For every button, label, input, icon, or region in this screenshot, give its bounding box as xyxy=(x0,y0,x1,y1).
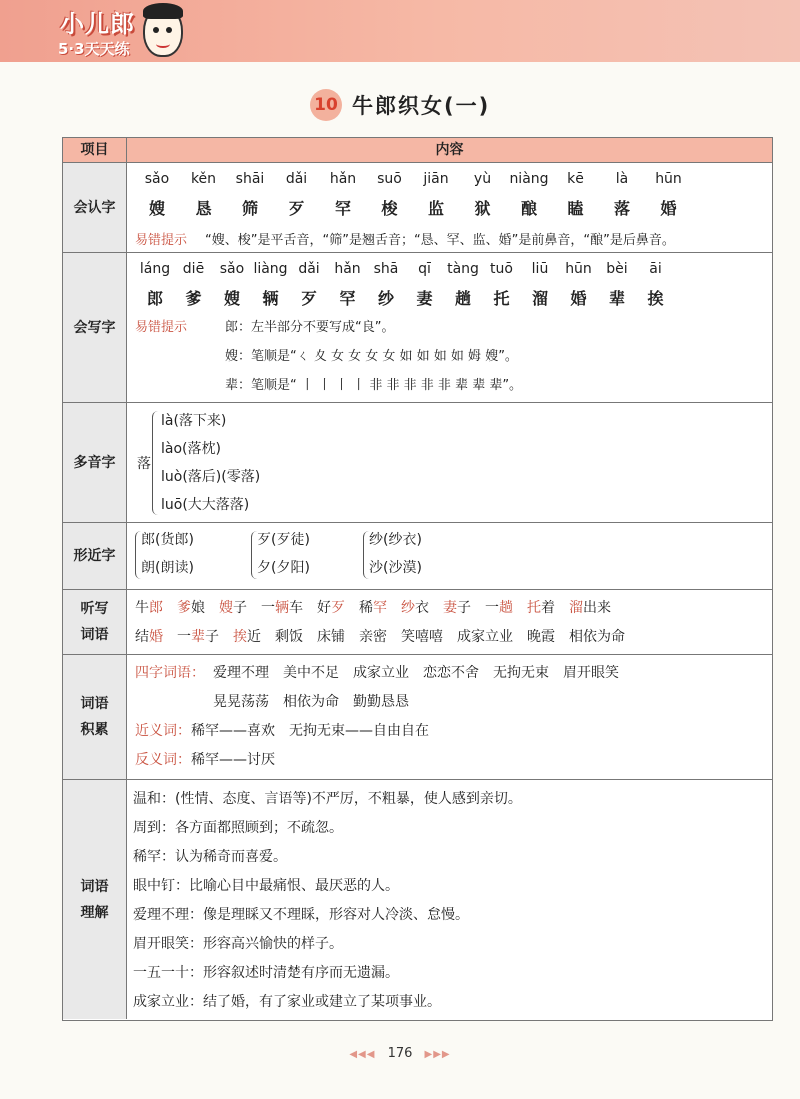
synonym-label: 近义词： xyxy=(135,723,191,739)
dictation-text: 子 xyxy=(457,600,471,616)
dictation-text xyxy=(219,629,233,645)
row-similar xyxy=(63,523,772,590)
pinyin: sǎo xyxy=(219,261,245,277)
character: 筛 xyxy=(241,199,258,218)
character: 恳 xyxy=(195,199,212,218)
definition-line: 一五一十：形容叙述时清楚有序而无遗漏。 xyxy=(133,965,399,981)
definition-line: 爱理不理：像是理睬又不理睬，形容对人冷淡、怠慢。 xyxy=(133,907,469,923)
dictation-text xyxy=(205,600,219,616)
antonym-label: 反义词： xyxy=(135,752,191,768)
similar-word: 朗(朗读) xyxy=(141,560,194,576)
pinyin: là xyxy=(615,171,629,187)
dictation-text xyxy=(387,600,401,616)
lesson-number-badge: 10 xyxy=(310,89,342,121)
character: 婚 xyxy=(660,199,677,218)
definition-line: 周到：各方面都照顾到；不疏忽。 xyxy=(133,820,343,836)
tip-text-3: 辈：笔顺是“ 丨 丨 丨 丨 非 非 非 非 非 辈 辈 辈”。 xyxy=(225,378,523,393)
character: 趟 xyxy=(454,289,471,308)
dictation-text: 一 xyxy=(163,629,191,645)
character: 婚 xyxy=(570,289,587,308)
character: 辈 xyxy=(608,289,625,308)
row-label: 多音字 xyxy=(63,403,127,522)
pinyin: jiān xyxy=(423,171,449,187)
dictation-text: 结 xyxy=(135,629,149,645)
dictation-text xyxy=(429,600,443,616)
dictation-text: 剩饭 床铺 亲密 笑嘻嘻 成家立业 晚霞 相依为命 xyxy=(261,629,625,645)
dictation-text: 近 xyxy=(247,629,261,645)
pinyin: hūn xyxy=(565,261,592,277)
similar-content xyxy=(127,523,772,589)
definition-line: 眼中钉：比喻心目中最痛恨、最厌恶的人。 xyxy=(133,878,399,894)
page-footer xyxy=(0,1046,800,1061)
highlighted-char: 歹 xyxy=(331,600,345,616)
character: 挨 xyxy=(647,289,664,308)
highlighted-char: 妻 xyxy=(443,600,457,616)
dictation-text: 子 xyxy=(205,629,219,645)
next-arrows-icon: ▶▶▶ xyxy=(424,1049,451,1060)
highlighted-char: 趟 xyxy=(499,600,513,616)
tip-text-1: 郎：左半部分不要写成“良”。 xyxy=(225,320,395,335)
character: 托 xyxy=(493,289,510,308)
row-label: 会写字 xyxy=(63,253,127,402)
highlighted-char: 纱 xyxy=(401,600,415,616)
pinyin: dǎi xyxy=(298,261,320,277)
polyphone-item: luō(大大落落) xyxy=(161,497,250,513)
pinyin: bèi xyxy=(606,261,628,277)
character: 辆 xyxy=(262,289,279,308)
character: 歹 xyxy=(288,199,305,218)
dictation-line-1 xyxy=(135,597,611,617)
pinyin: dǎi xyxy=(285,171,308,187)
pinyin: yù xyxy=(473,171,492,187)
dictation-text xyxy=(163,600,177,616)
highlighted-char: 挨 xyxy=(233,629,247,645)
pinyin: láng xyxy=(139,261,171,277)
prev-arrows-icon: ◀◀◀ xyxy=(349,1049,376,1060)
lesson-title: 牛郎织女(一) xyxy=(352,94,491,118)
highlighted-char: 罕 xyxy=(373,600,387,616)
row-recognize xyxy=(63,163,772,253)
lesson-heading xyxy=(310,88,490,122)
row-polyphone xyxy=(63,403,772,523)
row-label: 形近字 xyxy=(63,523,127,589)
four-char-words-1: 爱理不理 美中不足 成家立业 恋恋不舍 无拘无束 眉开眼笑 xyxy=(213,665,619,681)
row-label: 会认字 xyxy=(63,163,127,252)
highlighted-char: 郎 xyxy=(149,600,163,616)
definition-line: 稀罕：认为稀奇而喜爱。 xyxy=(133,849,287,865)
dictation-text: 着 xyxy=(541,600,555,616)
dictation-text: 牛 xyxy=(135,600,149,616)
tip-label: 易错提示 xyxy=(135,233,188,248)
polyphone-item: lào(落枕) xyxy=(161,441,221,457)
dictation-text: 子 xyxy=(233,600,247,616)
pinyin: liū xyxy=(531,261,549,277)
pinyin: āi xyxy=(649,261,662,277)
dictation-text: 稀 xyxy=(345,600,373,616)
row-dictation xyxy=(63,590,772,655)
recognize-content xyxy=(127,163,772,252)
definition-line: 温和：(性情、态度、言语等)不严厉，不粗暴，使人感到亲切。 xyxy=(133,791,522,807)
character: 罕 xyxy=(334,199,351,218)
polyphone-char: 落 xyxy=(137,456,151,472)
dictation-text: 一 xyxy=(471,600,499,616)
character: 罕 xyxy=(339,289,356,308)
highlighted-char: 辆 xyxy=(275,600,289,616)
character: 瞌 xyxy=(567,199,584,218)
table-header xyxy=(63,138,772,163)
character: 狱 xyxy=(474,199,491,218)
tip-text-2: 嫂：笔顺是“ㄑ 夊 女 女 女 女 如 如 如 如 姆 嫂”。 xyxy=(225,349,518,364)
pinyin: kē xyxy=(567,171,584,187)
write-content xyxy=(127,253,772,402)
pinyin: shā xyxy=(373,261,399,277)
highlighted-char: 婚 xyxy=(149,629,163,645)
polyphone-content xyxy=(127,403,772,522)
similar-word: 夕(夕阳) xyxy=(257,560,310,576)
pinyin: diē xyxy=(182,261,205,277)
tip-text: “嫂、梭”是平舌音，“筛”是翘舌音；“恳、罕、监、婚”是前鼻音，“酿”是后鼻音。 xyxy=(205,233,675,248)
row-understand xyxy=(63,780,772,1019)
character: 郎 xyxy=(146,289,163,308)
top-banner xyxy=(0,0,800,62)
highlighted-char: 嫂 xyxy=(219,600,233,616)
pinyin: shāi xyxy=(235,171,265,187)
pinyin: kěn xyxy=(190,171,217,187)
pinyin: sǎo xyxy=(144,171,170,187)
logo-title: 小儿郎 xyxy=(60,10,135,38)
character: 嫂 xyxy=(148,199,165,218)
similar-word: 沙(沙漠) xyxy=(369,560,422,576)
highlighted-char: 辈 xyxy=(191,629,205,645)
pinyin: suō xyxy=(377,171,402,187)
character: 嫂 xyxy=(223,289,240,308)
dictation-line-2 xyxy=(135,626,625,646)
header-item: 项目 xyxy=(63,138,127,162)
four-char-words-2: 晃晃荡荡 相依为命 勤勤恳恳 xyxy=(213,694,409,710)
dictation-text: 衣 xyxy=(415,600,429,616)
definition-line: 眉开眼笑：形容高兴愉快的样子。 xyxy=(133,936,343,952)
similar-word: 纱(纱衣) xyxy=(369,532,422,548)
character: 酿 xyxy=(520,199,537,218)
character: 妻 xyxy=(416,289,433,308)
understand-content xyxy=(127,780,772,1019)
character: 歹 xyxy=(300,289,317,308)
row-write xyxy=(63,253,772,403)
highlighted-char: 溜 xyxy=(569,600,583,616)
dictation-content xyxy=(127,590,772,654)
dictation-text: 好 xyxy=(303,600,331,616)
row-accumulate xyxy=(63,655,772,780)
character: 梭 xyxy=(381,199,398,218)
similar-word: 歹(歹徒) xyxy=(257,532,310,548)
row-label: 词语 积累 xyxy=(63,655,127,779)
dictation-text: 出来 xyxy=(583,600,611,616)
synonym-text: 稀罕——喜欢 无拘无束——自由自在 xyxy=(191,723,429,739)
highlighted-char: 托 xyxy=(527,600,541,616)
row-label: 听写 词语 xyxy=(63,590,127,654)
character: 爹 xyxy=(185,289,202,308)
accumulate-content xyxy=(127,655,772,779)
definition-line: 成家立业：结了婚，有了家业或建立了某项事业。 xyxy=(133,994,441,1010)
polyphone-item: là(落下来) xyxy=(161,413,227,429)
row-label: 词语 理解 xyxy=(63,780,127,1019)
character: 溜 xyxy=(531,289,548,308)
page-number: 176 xyxy=(387,1046,413,1061)
antonym-text: 稀罕——讨厌 xyxy=(191,752,275,768)
similar-word: 郎(货郎) xyxy=(141,532,194,548)
mascot-icon xyxy=(143,5,183,57)
dictation-text: 车 xyxy=(289,600,303,616)
character: 纱 xyxy=(377,289,394,308)
pinyin: hǎn xyxy=(329,171,357,187)
four-char-label: 四字词语： xyxy=(135,665,205,681)
pinyin: tàng xyxy=(447,261,479,277)
polyphone-item: luò(落后)(零落) xyxy=(161,469,261,485)
dictation-text xyxy=(513,600,527,616)
dictation-text: 娘 xyxy=(191,600,205,616)
character: 监 xyxy=(427,199,444,218)
dictation-text xyxy=(555,600,569,616)
character: 落 xyxy=(613,199,630,218)
pinyin: tuō xyxy=(490,261,513,277)
brace xyxy=(152,411,159,515)
header-content: 内容 xyxy=(435,142,464,158)
pinyin: liàng xyxy=(253,261,288,277)
pinyin: hūn xyxy=(655,171,682,187)
content-table xyxy=(62,137,773,1021)
dictation-text: 一 xyxy=(247,600,275,616)
highlighted-char: 爹 xyxy=(177,600,191,616)
logo-subtitle: 5·3天天练 xyxy=(58,40,130,58)
pinyin: qī xyxy=(418,261,431,277)
tip-label: 易错提示 xyxy=(135,320,188,335)
pinyin: hǎn xyxy=(334,261,361,277)
pinyin: niàng xyxy=(509,171,549,187)
